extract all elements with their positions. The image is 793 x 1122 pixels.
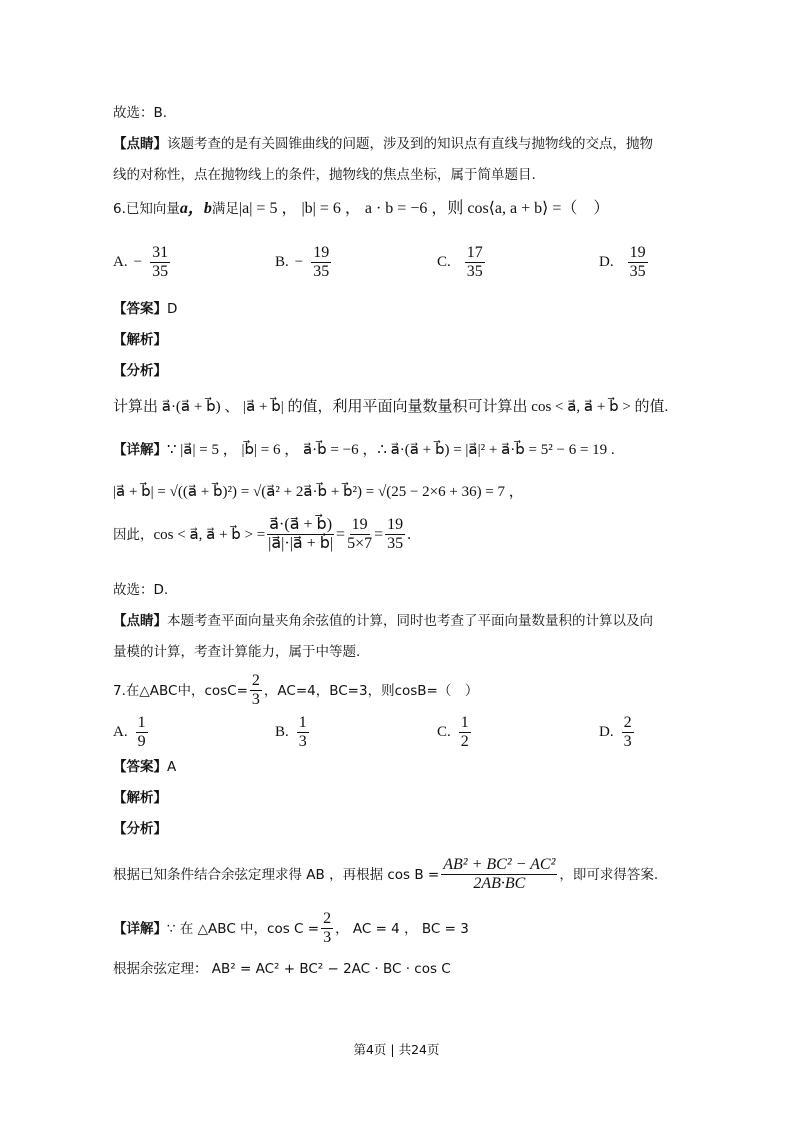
detail-prefix: ∵ 在 △ABC 中，cos C = bbox=[167, 920, 320, 937]
numerator: a⃗·(a⃗ + b⃗) bbox=[269, 516, 333, 533]
detail-tag: 【详解】 bbox=[113, 442, 167, 458]
q6-comment-line1 bbox=[113, 611, 653, 631]
numerator: 2 bbox=[251, 672, 260, 689]
numerator: 2 bbox=[323, 910, 332, 927]
option-fraction bbox=[150, 244, 170, 281]
q6-option-a bbox=[113, 244, 172, 281]
comment-tag: 【点睛】 bbox=[113, 136, 167, 152]
denominator: 35 bbox=[313, 263, 330, 280]
q6-detail-line1 bbox=[113, 440, 615, 460]
q6-option-d bbox=[599, 244, 650, 281]
denominator: 5×7 bbox=[347, 535, 373, 552]
q7-stem-suffix: ，AC=4，BC=3，则cosB=（ ） bbox=[263, 682, 479, 699]
q6-answer bbox=[113, 299, 177, 319]
denominator: 3 bbox=[251, 691, 260, 708]
numerator: 19 bbox=[629, 244, 646, 261]
denominator: 3 bbox=[623, 733, 632, 750]
q5-choose: 故选：B. bbox=[113, 105, 168, 121]
numerator: 19 bbox=[313, 244, 330, 261]
q6-detail-line3: 因此， cos < a⃗, a⃗ + b⃗ > = $\frac{a⃗\cdot(a⃗ + b⃗)}{|a⃗|\cdot|a⃗ + b⃗|}$ = $\frac{19}{5\times 7}$ = $\frac{19}{35}$ . bbox=[113, 516, 412, 552]
q6-comment-line2: 量模的计算，考查计算能力，属于中等题. bbox=[113, 644, 361, 660]
option-label: A. bbox=[113, 724, 128, 740]
denominator: 35 bbox=[629, 263, 646, 280]
analysis-prefix: 根据已知条件结合余弦定理求得 AB ，再根据 cos B = bbox=[113, 866, 440, 883]
fraction-2 bbox=[347, 516, 372, 553]
q7-stem bbox=[113, 672, 478, 709]
q6-option-c bbox=[437, 244, 487, 281]
option-label: D. bbox=[599, 254, 614, 270]
q6-option-b bbox=[275, 244, 333, 281]
detail-prefix: 因此， bbox=[113, 526, 154, 543]
denominator: 3 bbox=[323, 929, 332, 946]
option-label: C. bbox=[437, 254, 451, 270]
option-label: B. bbox=[275, 724, 289, 740]
q6-jiexi-heading: 【解析】 bbox=[113, 332, 167, 348]
q6-stem bbox=[113, 199, 609, 219]
denominator: 9 bbox=[137, 733, 146, 750]
option-fraction bbox=[136, 714, 148, 751]
numerator: 19 bbox=[387, 516, 404, 533]
q6-fenxi-heading: 【分析】 bbox=[113, 363, 167, 379]
denominator: 2 bbox=[460, 733, 469, 750]
option-fraction bbox=[465, 244, 485, 281]
q6-choose: 故选：D. bbox=[113, 582, 169, 598]
numerator: AB² + BC² − AC² bbox=[443, 856, 556, 873]
option-fraction bbox=[311, 244, 331, 281]
q6-analysis: 计算出 a⃗·(a⃗ + b⃗) 、 |a⃗ + b⃗| 的值，利用平面向量数量积可计算出 cos < a⃗, a⃗ + b⃗ > 的值. bbox=[113, 399, 669, 415]
answer-tag: 【答案】 bbox=[113, 759, 167, 775]
answer-tag: 【答案】 bbox=[113, 301, 167, 317]
option-fraction bbox=[297, 714, 309, 751]
denominator: |a⃗|·|a⃗ + b⃗| bbox=[268, 535, 334, 552]
q7-jiexi-heading: 【解析】 bbox=[113, 790, 167, 806]
denominator: 35 bbox=[466, 263, 483, 280]
comment-text: 该题考查的是有关圆锥曲线的问题，涉及到的知识点有直线与抛物线的交点，抛物 bbox=[167, 136, 653, 152]
q7-analysis bbox=[113, 856, 658, 893]
detail-suffix: ， AC = 4 ， BC = 3 bbox=[335, 920, 469, 937]
option-label: D. bbox=[599, 724, 614, 740]
q7-answer bbox=[113, 757, 176, 777]
q7-stem-fraction bbox=[250, 672, 262, 709]
denominator: 35 bbox=[387, 535, 404, 552]
detail-math: ∵ |a⃗| = 5 ， |b⃗| = 6 ， a⃗·b⃗ = −6 ，∴ a⃗·(a⃗ + b⃗) = |a⃗|² + a⃗·b⃗ = 5² − 6 = 19 . bbox=[167, 442, 615, 458]
analysis-suffix: ，即可求得答案. bbox=[559, 866, 659, 883]
option-sign: − bbox=[133, 254, 143, 270]
q7-detail-line1 bbox=[113, 910, 469, 947]
q7-option-d bbox=[599, 714, 636, 751]
comment-tag: 【点睛】 bbox=[113, 613, 167, 629]
numerator: 1 bbox=[460, 714, 469, 731]
q6-stem-mid: 满足 bbox=[211, 201, 239, 217]
option-fraction bbox=[622, 714, 634, 751]
answer-value: A bbox=[167, 759, 177, 775]
option-label: A. bbox=[113, 254, 128, 270]
option-fraction bbox=[459, 714, 471, 751]
option-sign: − bbox=[294, 254, 304, 270]
numerator: 2 bbox=[623, 714, 632, 731]
q6-detail-line2: |a⃗ + b⃗| = √((a⃗ + b⃗)²) = √(a⃗² + 2a⃗·b⃗ + b⃗²) = √(25 − 2×6 + 36) = 7 ， bbox=[113, 484, 524, 500]
denominator: 35 bbox=[152, 263, 169, 280]
numerator: 19 bbox=[351, 516, 368, 533]
denominator: 2AB·BC bbox=[473, 875, 526, 892]
q5-comment-line1 bbox=[113, 134, 653, 154]
option-label: C. bbox=[437, 724, 451, 740]
q6-stem-vectors: a，b bbox=[179, 200, 212, 217]
numerator: 31 bbox=[152, 244, 169, 261]
q6-stem-prefix: 6.已知向量 bbox=[113, 201, 180, 217]
q6-stem-math: |a| = 5 ， |b| = 6 ， a · b = −6 ，则 cos⟨a, a + b⟩ =（ ） bbox=[238, 200, 610, 217]
q7-fenxi-heading: 【分析】 bbox=[113, 821, 167, 837]
detail-fraction bbox=[321, 910, 333, 947]
fraction-3 bbox=[385, 516, 405, 553]
numerator: 17 bbox=[466, 244, 483, 261]
q7-detail-line2: 根据余弦定理： AB² = AC² + BC² − 2AC · BC · cos C bbox=[113, 961, 451, 977]
analysis-fraction bbox=[441, 856, 557, 893]
q7-option-a bbox=[113, 714, 150, 751]
answer-value: D bbox=[167, 301, 178, 317]
option-fraction bbox=[628, 244, 648, 281]
numerator: 1 bbox=[137, 714, 146, 731]
denominator: 3 bbox=[298, 733, 307, 750]
fraction-1 bbox=[267, 516, 334, 553]
comment-text: 本题考查平面向量夹角余弦值的计算，同时也考查了平面向量数量积的计算以及向 bbox=[167, 613, 653, 629]
detail-lhs: cos < a⃗, a⃗ + b⃗ > = bbox=[153, 526, 266, 543]
page-footer: 第4页 | 共24页 bbox=[353, 1042, 440, 1057]
q7-option-c bbox=[437, 714, 473, 751]
q7-option-b bbox=[275, 714, 311, 751]
option-label: B. bbox=[275, 254, 289, 270]
q5-comment-line2: 线的对称性，点在抛物线上的条件，抛物线的焦点坐标，属于简单题目. bbox=[113, 167, 536, 183]
detail-tag: 【详解】 bbox=[113, 920, 167, 937]
numerator: 1 bbox=[298, 714, 307, 731]
q7-stem-prefix: 7.在△ABC中，cosC= bbox=[113, 682, 248, 699]
